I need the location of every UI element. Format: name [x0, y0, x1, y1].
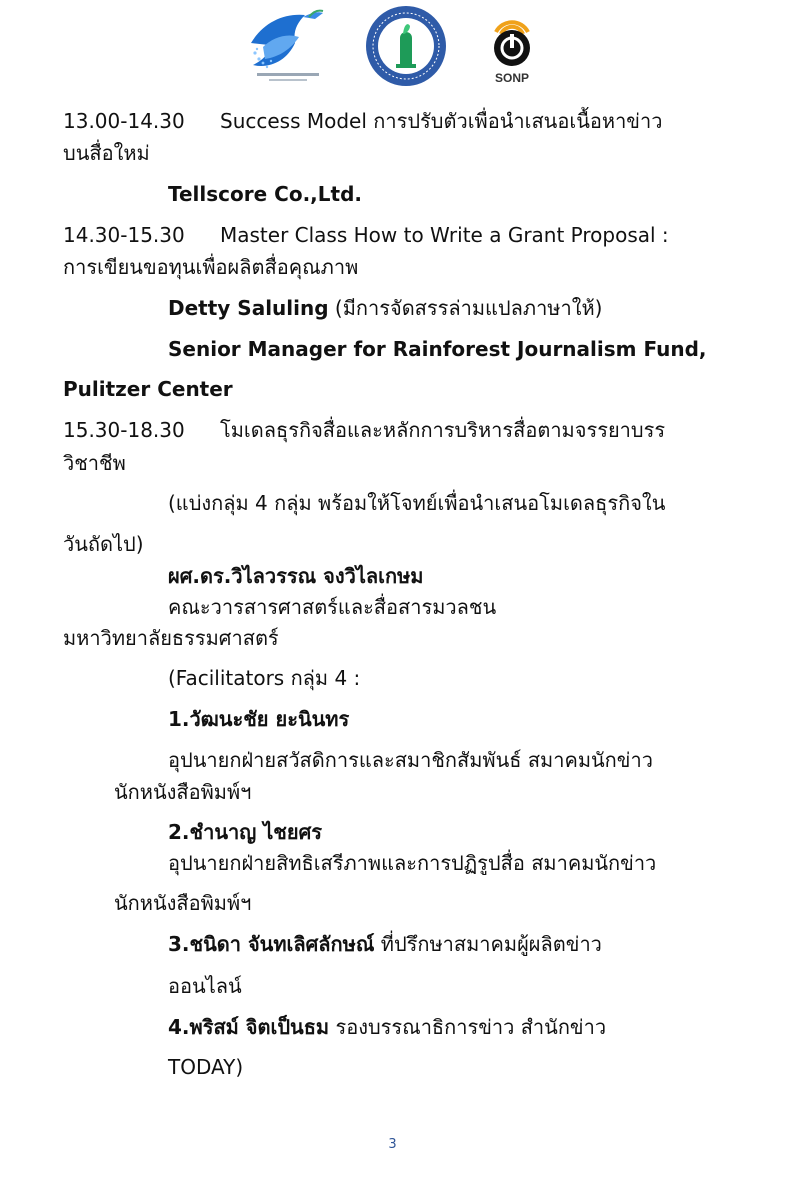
facilitator-role: อุปนายกฝ่ายสวัสดิการและสมาชิกสัมพันธ์ สมาคมนักข่าว [168, 748, 653, 772]
facilitator-line [168, 1013, 606, 1041]
session-title-continued: วิชาชีพ [63, 451, 126, 475]
sonp-logo [486, 2, 538, 88]
session-note: (แบ่งกลุ่ม 4 กลุ่ม พร้อมให้โจทย์เพื่อนำเสนอโมเดลธุรกิจใน [168, 491, 666, 515]
session-title: โมเดลธุรกิจสื่อและหลักการบริหารสื่อตามจรรยาบรร [220, 418, 666, 442]
session-title: Success Model การปรับตัวเพื่อนำเสนอเนื้อหาข่าว [220, 109, 663, 133]
facilitator-name: 1.วัฒนะชัย ยะนินทร [168, 707, 350, 731]
facilitator-role-continued: นักหนังสือพิมพ์ฯ [114, 891, 252, 915]
speaker-name: ผศ.ดร.วิไลวรรณ จงวิไลเกษม [168, 564, 424, 588]
page-number: 3 [388, 1137, 397, 1152]
session-title-continued: การเขียนขอทุนเพื่อผลิตสื่อคุณภาพ [63, 255, 359, 279]
speaker-note: (มีการจัดสรรล่ามแปลภาษาให้) [328, 296, 603, 320]
facilitator-name: 4.พริสม์ จิตเป็นธม [168, 1015, 330, 1039]
sonp-logo-text: SONP [494, 71, 530, 85]
facilitator-role-continued: TODAY) [168, 1055, 244, 1079]
speaker-affiliation-continued: มหาวิทยาลัยธรรมศาสตร์ [63, 626, 279, 650]
session-note-continued: วันถัดไป) [63, 532, 144, 556]
facilitator-line [168, 930, 602, 958]
speaker-name: Detty Saluling [168, 296, 329, 320]
speaker-affiliation: คณะวารสารศาสตร์และสื่อสารมวลชน [168, 595, 497, 619]
facilitator-role-continued: ออนไลน์ [168, 974, 242, 998]
facilitator-role: รองบรรณาธิการข่าว สำนักข่าว [329, 1015, 607, 1039]
facilitator-role: อุปนายกฝ่ายสิทธิเสรีภาพและการปฏิรูปสื่อ สมาคมนักข่าว [168, 851, 657, 875]
facilitator-role: ที่ปรึกษาสมาคมผู้ผลิตข่าว [374, 932, 602, 956]
time-slot: 15.30-18.30 [63, 418, 185, 442]
thai-journalists-association-logo [360, 4, 452, 88]
speaker-role: Senior Manager for Rainforest Journalism Fund, [168, 337, 707, 361]
session-title-continued: บนสื่อใหม่ [63, 141, 150, 165]
facilitator-role-continued: นักหนังสือพิมพ์ฯ [114, 780, 252, 804]
facilitator-name: 3.ชนิดา จันทเลิศลักษณ์ [168, 932, 375, 956]
speaker-name: Tellscore Co.,Ltd. [168, 182, 362, 206]
facilitators-heading: (Facilitators กลุ่ม 4 : [168, 666, 361, 690]
schedule-line [63, 107, 662, 135]
speaker-role-continued: Pulitzer Center [63, 377, 233, 401]
thai-media-fund-logo [243, 3, 333, 87]
facilitator-name: 2.ชำนาญ ไชยศร [168, 820, 323, 844]
time-slot: 13.00-14.30 [63, 109, 185, 133]
session-title: Master Class How to Write a Grant Proposal : [220, 223, 669, 247]
header-logos [0, 0, 800, 95]
schedule-line [63, 221, 669, 249]
speaker-line [168, 294, 602, 322]
schedule-line [63, 416, 665, 444]
time-slot: 14.30-15.30 [63, 223, 185, 247]
